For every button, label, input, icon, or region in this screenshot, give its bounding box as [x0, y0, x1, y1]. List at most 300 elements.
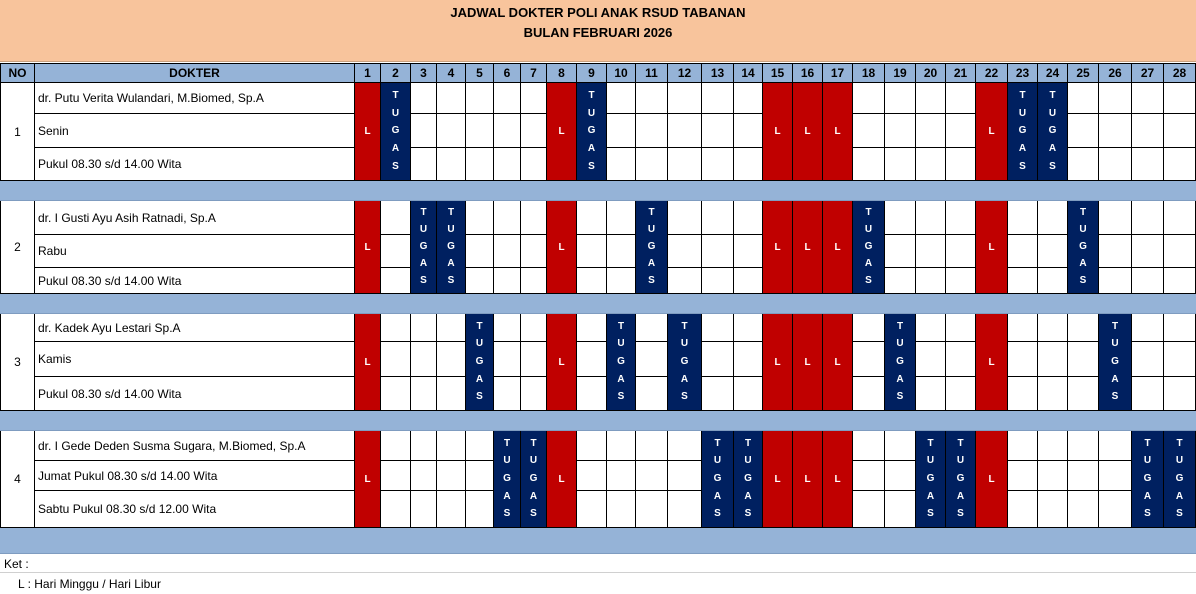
duty-letter: A	[447, 258, 455, 269]
duty-letter: A	[680, 373, 689, 385]
empty-cell	[734, 377, 763, 411]
duty-letter: U	[647, 224, 656, 235]
header-doctor: DOKTER	[35, 63, 355, 83]
header-day-4: 4	[437, 63, 466, 83]
empty-cell	[1068, 148, 1099, 181]
empty-cell	[885, 201, 916, 235]
empty-cell	[1099, 114, 1132, 148]
empty-cell	[636, 461, 668, 491]
duty-cell	[1099, 314, 1132, 411]
duty-cell	[607, 314, 636, 411]
row-separator	[0, 181, 1196, 201]
duty-letter: G	[447, 241, 455, 252]
empty-cell	[1132, 83, 1164, 114]
title-band	[0, 0, 1196, 62]
header-day-16: 16	[793, 63, 823, 83]
empty-cell	[521, 148, 547, 181]
duty-letter: G	[391, 125, 400, 137]
empty-cell	[1099, 431, 1132, 461]
empty-cell	[411, 83, 437, 114]
holiday-cell: L	[823, 431, 853, 528]
empty-cell	[946, 268, 976, 294]
empty-cell	[494, 268, 521, 294]
row-separator	[0, 294, 1196, 314]
doctor-no: 1	[0, 83, 35, 181]
empty-cell	[885, 114, 916, 148]
empty-cell	[1008, 314, 1038, 342]
empty-cell	[437, 114, 466, 148]
duty-letter: G	[1018, 125, 1027, 137]
empty-cell	[1099, 148, 1132, 181]
duty-letter: U	[680, 338, 689, 350]
empty-cell	[1068, 342, 1099, 377]
empty-cell	[702, 268, 734, 294]
empty-cell	[636, 342, 668, 377]
empty-cell	[1008, 377, 1038, 411]
empty-cell	[636, 114, 668, 148]
empty-cell	[494, 201, 521, 235]
empty-cell	[916, 201, 946, 235]
empty-cell	[702, 235, 734, 268]
empty-cell	[702, 342, 734, 377]
holiday-cell: L	[547, 201, 577, 294]
duty-cell	[494, 431, 521, 528]
header-day-26: 26	[1099, 63, 1132, 83]
duty-letter: T	[1079, 207, 1087, 218]
duty-letter: S	[503, 508, 511, 520]
empty-cell	[885, 235, 916, 268]
header-day-15: 15	[763, 63, 793, 83]
duty-letter: G	[864, 241, 873, 252]
doctor-schedule-time: Pukul 08.30 s/d 14.00 Wita	[35, 148, 355, 181]
empty-cell	[668, 201, 702, 235]
empty-cell	[734, 114, 763, 148]
holiday-cell: L	[823, 314, 853, 411]
empty-cell	[702, 114, 734, 148]
duty-letter: T	[476, 320, 483, 332]
empty-cell	[946, 377, 976, 411]
empty-cell	[916, 377, 946, 411]
empty-cell	[853, 314, 885, 342]
empty-cell	[411, 148, 437, 181]
duty-letter: S	[447, 275, 455, 286]
header-day-1: 1	[355, 63, 381, 83]
duty-cell	[1068, 201, 1099, 294]
empty-cell	[466, 83, 494, 114]
duty-letter: U	[744, 455, 752, 467]
empty-cell	[466, 201, 494, 235]
duty-letter: U	[1048, 107, 1057, 119]
empty-cell	[411, 461, 437, 491]
empty-cell	[1068, 431, 1099, 461]
empty-cell	[381, 461, 411, 491]
duty-letter: S	[896, 391, 904, 403]
duty-letter: A	[1048, 143, 1057, 155]
header-day-25: 25	[1068, 63, 1099, 83]
duty-letter: T	[957, 437, 964, 449]
duty-cell	[1038, 83, 1068, 181]
duty-letter: A	[503, 490, 511, 502]
doctor-schedule-day: Rabu	[35, 235, 355, 268]
duty-letter: G	[475, 355, 484, 367]
header-day-20: 20	[916, 63, 946, 83]
empty-cell	[946, 342, 976, 377]
duty-letter: G	[503, 472, 511, 484]
duty-cell	[916, 431, 946, 528]
duty-cell	[577, 83, 607, 181]
empty-cell	[381, 268, 411, 294]
empty-cell	[734, 235, 763, 268]
duty-cell	[885, 314, 916, 411]
empty-cell	[734, 201, 763, 235]
empty-cell	[885, 148, 916, 181]
empty-cell	[1132, 342, 1164, 377]
duty-letter: A	[647, 258, 656, 269]
empty-cell	[1164, 148, 1196, 181]
duty-letter: U	[1111, 338, 1119, 350]
holiday-cell: L	[976, 431, 1008, 528]
empty-cell	[1164, 235, 1196, 268]
duty-letter: G	[647, 241, 656, 252]
empty-cell	[494, 235, 521, 268]
empty-cell	[702, 148, 734, 181]
duty-letter: S	[681, 391, 688, 403]
duty-letter: S	[420, 275, 427, 286]
empty-cell	[668, 491, 702, 528]
duty-letter: G	[1111, 355, 1119, 367]
duty-cell	[668, 314, 702, 411]
empty-cell	[636, 431, 668, 461]
holiday-cell: L	[547, 83, 577, 181]
duty-letter: T	[1176, 437, 1183, 449]
empty-cell	[853, 377, 885, 411]
empty-cell	[1008, 268, 1038, 294]
empty-cell	[1008, 461, 1038, 491]
duty-letter: U	[1143, 455, 1152, 467]
empty-cell	[1132, 114, 1164, 148]
empty-cell	[1132, 201, 1164, 235]
empty-cell	[577, 431, 607, 461]
empty-cell	[636, 83, 668, 114]
empty-cell	[607, 83, 636, 114]
duty-letter: A	[1175, 490, 1184, 502]
empty-cell	[607, 461, 636, 491]
empty-cell	[1099, 461, 1132, 491]
header-day-23: 23	[1008, 63, 1038, 83]
duty-letter: S	[927, 508, 934, 520]
empty-cell	[636, 491, 668, 528]
duty-letter: A	[617, 373, 625, 385]
empty-cell	[437, 83, 466, 114]
empty-cell	[521, 83, 547, 114]
empty-cell	[1132, 377, 1164, 411]
empty-cell	[1068, 83, 1099, 114]
duty-letter: S	[1079, 275, 1087, 286]
duty-letter: U	[926, 455, 935, 467]
duty-letter: U	[391, 107, 400, 119]
empty-cell	[521, 201, 547, 235]
holiday-cell: L	[763, 314, 793, 411]
duty-letter: U	[419, 224, 428, 235]
duty-letter: S	[714, 508, 721, 520]
doctor-schedule-day: Kamis	[35, 342, 355, 377]
doctor-schedule-time: Pukul 08.30 s/d 14.00 Wita	[35, 268, 355, 294]
empty-cell	[885, 268, 916, 294]
empty-cell	[466, 235, 494, 268]
duty-letter: A	[1111, 373, 1119, 385]
empty-cell	[1038, 431, 1068, 461]
empty-cell	[381, 235, 411, 268]
empty-cell	[853, 461, 885, 491]
empty-cell	[702, 377, 734, 411]
empty-cell	[1068, 461, 1099, 491]
empty-cell	[916, 268, 946, 294]
duty-cell	[437, 201, 466, 294]
empty-cell	[411, 114, 437, 148]
empty-cell	[521, 377, 547, 411]
duty-letter: G	[956, 472, 965, 484]
header-day-8: 8	[547, 63, 577, 83]
empty-cell	[411, 314, 437, 342]
duty-letter: U	[503, 455, 511, 467]
header-day-12: 12	[668, 63, 702, 83]
notes-row	[0, 554, 1196, 573]
empty-cell	[1038, 314, 1068, 342]
holiday-cell: L	[355, 83, 381, 181]
empty-cell	[1099, 491, 1132, 528]
duty-letter: A	[1143, 490, 1152, 502]
duty-cell	[521, 431, 547, 528]
legend-text: L : Hari Minggu / Hari Libur	[18, 577, 161, 591]
duty-letter: A	[713, 490, 722, 502]
empty-cell	[437, 342, 466, 377]
empty-cell	[1132, 268, 1164, 294]
empty-cell	[853, 491, 885, 528]
empty-cell	[607, 148, 636, 181]
empty-cell	[636, 314, 668, 342]
header-day-18: 18	[853, 63, 885, 83]
empty-cell	[494, 314, 521, 342]
duty-letter: G	[896, 355, 904, 367]
empty-cell	[916, 83, 946, 114]
duty-letter: S	[392, 161, 399, 173]
empty-cell	[1038, 377, 1068, 411]
holiday-cell: L	[976, 314, 1008, 411]
duty-letter: T	[1111, 320, 1119, 332]
holiday-cell: L	[547, 431, 577, 528]
empty-cell	[734, 83, 763, 114]
empty-cell	[916, 235, 946, 268]
empty-cell	[577, 461, 607, 491]
empty-cell	[1132, 235, 1164, 268]
duty-letter: A	[587, 143, 596, 155]
duty-letter: A	[1018, 143, 1027, 155]
empty-cell	[577, 377, 607, 411]
empty-cell	[381, 342, 411, 377]
empty-cell	[1164, 201, 1196, 235]
duty-letter: T	[681, 320, 688, 332]
empty-cell	[1008, 342, 1038, 377]
duty-letter: U	[864, 224, 873, 235]
empty-cell	[853, 83, 885, 114]
duty-cell	[381, 83, 411, 181]
empty-cell	[946, 83, 976, 114]
empty-cell	[946, 201, 976, 235]
empty-cell	[437, 461, 466, 491]
empty-cell	[607, 431, 636, 461]
duty-letter: A	[896, 373, 904, 385]
empty-cell	[381, 377, 411, 411]
empty-cell	[916, 314, 946, 342]
duty-letter: T	[1144, 437, 1151, 449]
duty-letter: G	[926, 472, 935, 484]
duty-letter: S	[530, 508, 537, 520]
duty-letter: U	[956, 455, 965, 467]
duty-cell	[734, 431, 763, 528]
empty-cell	[437, 377, 466, 411]
empty-cell	[1164, 342, 1196, 377]
empty-cell	[946, 235, 976, 268]
empty-cell	[1099, 268, 1132, 294]
empty-cell	[466, 268, 494, 294]
empty-cell	[853, 342, 885, 377]
holiday-cell: L	[976, 201, 1008, 294]
empty-cell	[946, 314, 976, 342]
empty-cell	[494, 148, 521, 181]
duty-letter: T	[588, 89, 595, 101]
duty-letter: U	[1175, 455, 1184, 467]
empty-cell	[437, 148, 466, 181]
duty-letter: T	[714, 437, 721, 449]
doctor-schedule-time: Sabtu Pukul 08.30 s/d 12.00 Wita	[35, 491, 355, 528]
duty-letter: A	[1079, 258, 1087, 269]
empty-cell	[1164, 83, 1196, 114]
header-day-13: 13	[702, 63, 734, 83]
doctor-schedule-day: Jumat Pukul 08.30 s/d 14.00 Wita	[35, 461, 355, 491]
duty-cell	[466, 314, 494, 411]
duty-letter: U	[529, 455, 538, 467]
duty-letter: U	[617, 338, 625, 350]
duty-letter: G	[617, 355, 625, 367]
empty-cell	[577, 201, 607, 235]
duty-letter: G	[744, 472, 752, 484]
empty-cell	[1038, 342, 1068, 377]
doctor-no: 3	[0, 314, 35, 411]
holiday-cell: L	[355, 431, 381, 528]
duty-letter: T	[447, 207, 455, 218]
duty-letter: S	[588, 161, 595, 173]
doctor-no: 4	[0, 431, 35, 528]
empty-cell	[494, 114, 521, 148]
duty-letter: T	[1049, 89, 1056, 101]
empty-cell	[702, 83, 734, 114]
empty-cell	[668, 431, 702, 461]
empty-cell	[946, 114, 976, 148]
doctor-schedule-time: Pukul 08.30 s/d 14.00 Wita	[35, 377, 355, 411]
empty-cell	[521, 268, 547, 294]
empty-cell	[411, 431, 437, 461]
header-day-3: 3	[411, 63, 437, 83]
empty-cell	[1132, 314, 1164, 342]
empty-cell	[466, 114, 494, 148]
duty-letter: T	[503, 437, 511, 449]
empty-cell	[853, 148, 885, 181]
empty-cell	[607, 201, 636, 235]
header-day-19: 19	[885, 63, 916, 83]
duty-letter: S	[1019, 161, 1026, 173]
duty-letter: S	[957, 508, 964, 520]
empty-cell	[885, 83, 916, 114]
empty-cell	[607, 491, 636, 528]
duty-letter: A	[475, 373, 484, 385]
empty-cell	[466, 148, 494, 181]
empty-cell	[734, 268, 763, 294]
duty-letter: A	[744, 490, 752, 502]
empty-cell	[411, 491, 437, 528]
doctor-name: dr. Putu Verita Wulandari, M.Biomed, Sp.A	[35, 83, 355, 114]
duty-letter: S	[1176, 508, 1183, 520]
duty-letter: S	[648, 275, 655, 286]
duty-letter: U	[1018, 107, 1027, 119]
duty-letter: A	[391, 143, 400, 155]
empty-cell	[607, 268, 636, 294]
duty-letter: T	[927, 437, 934, 449]
empty-cell	[1008, 201, 1038, 235]
header-no: NO	[0, 63, 35, 83]
duty-letter: T	[530, 437, 537, 449]
doctor-name: dr. I Gusti Ayu Asih Ratnadi, Sp.A	[35, 201, 355, 235]
header-day-9: 9	[577, 63, 607, 83]
duty-letter: U	[1079, 224, 1087, 235]
empty-cell	[1008, 235, 1038, 268]
empty-cell	[668, 114, 702, 148]
duty-letter: S	[744, 508, 752, 520]
duty-letter: S	[865, 275, 872, 286]
empty-cell	[521, 114, 547, 148]
empty-cell	[494, 83, 521, 114]
holiday-cell: L	[976, 83, 1008, 181]
holiday-cell: L	[763, 201, 793, 294]
empty-cell	[437, 314, 466, 342]
header-day-22: 22	[976, 63, 1008, 83]
duty-letter: A	[419, 258, 428, 269]
empty-cell	[494, 342, 521, 377]
holiday-cell: L	[355, 201, 381, 294]
empty-cell	[411, 377, 437, 411]
header-day-10: 10	[607, 63, 636, 83]
empty-cell	[577, 314, 607, 342]
duty-letter: T	[420, 207, 427, 218]
holiday-cell: L	[763, 431, 793, 528]
empty-cell	[853, 431, 885, 461]
empty-cell	[494, 377, 521, 411]
header-day-27: 27	[1132, 63, 1164, 83]
duty-letter: G	[419, 241, 428, 252]
doctor-schedule-day: Senin	[35, 114, 355, 148]
duty-letter: S	[1144, 508, 1151, 520]
duty-letter: S	[476, 391, 483, 403]
empty-cell	[437, 491, 466, 528]
empty-cell	[466, 431, 494, 461]
duty-letter: U	[447, 224, 455, 235]
doctor-name: dr. I Gede Deden Susma Sugara, M.Biomed, Sp.A	[35, 431, 355, 461]
duty-letter: A	[529, 490, 538, 502]
empty-cell	[381, 201, 411, 235]
duty-letter: S	[1111, 391, 1119, 403]
empty-cell	[734, 342, 763, 377]
duty-letter: T	[865, 207, 872, 218]
empty-cell	[885, 461, 916, 491]
